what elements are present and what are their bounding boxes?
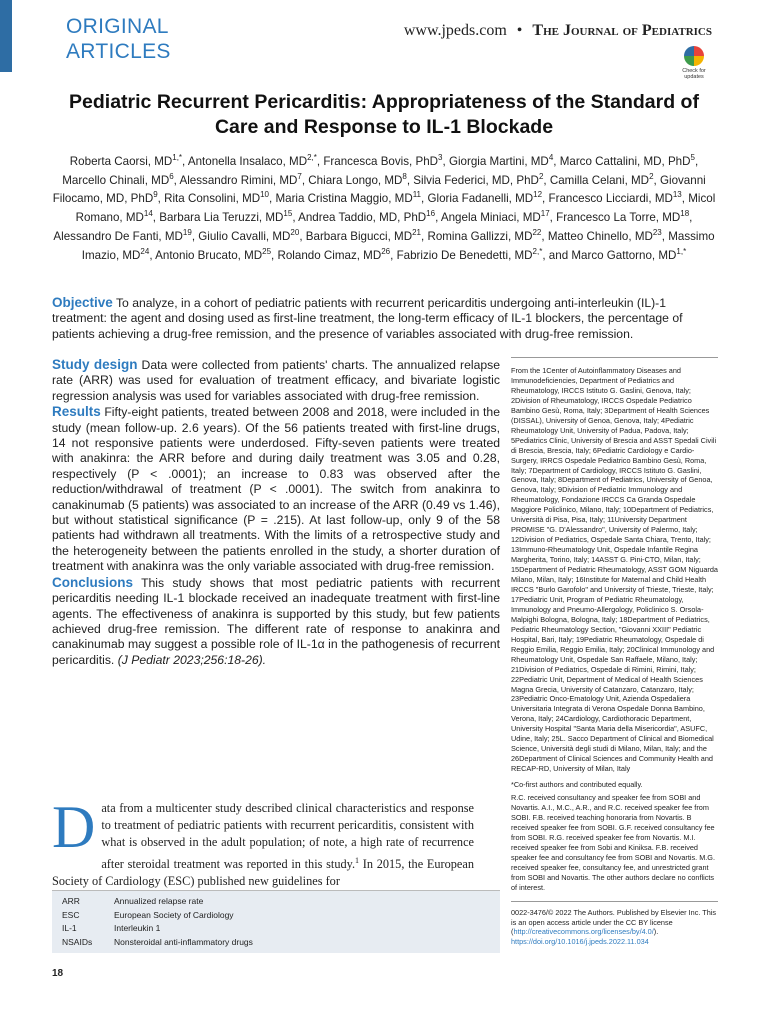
section-label-line2: ARTICLES xyxy=(66,40,171,63)
study-design-text: Data were collected from patients' charts. The annualized relapse rate (ARR) was used for evaluation of treatment efficacy, and bivariate logistic regression analysis was used for variables associated with drug-free remission. xyxy=(52,358,500,403)
author-name: Silvia Federici, MD, PhD xyxy=(413,173,539,187)
author-name: Rita Consolini, MD xyxy=(164,192,261,206)
body-text xyxy=(52,794,474,890)
author-name: Romina Gallizzi, MD xyxy=(427,229,533,243)
study-design-heading: Study design xyxy=(52,357,138,372)
objective-heading: Objective xyxy=(52,295,113,310)
abbreviation-definition: Annualized relapse rate xyxy=(114,896,204,906)
author-affiliation-ref: 17 xyxy=(540,209,550,219)
author-name: Andrea Taddio, MD, PhD xyxy=(298,211,427,225)
author-name: Barbara Lia Teruzzi, MD xyxy=(159,211,284,225)
author-list: Roberta Caorsi, $MD^{1,*}$, Antonella Insalaco, $MD^{2,*}$, Francesca Bovis, PhD$^3$, Giorgia Martini, $MD^4$, Marco Cattalini, MD, PhD$^5$, Marcello Chinali, $MD^6$, Alessandro Rimini, $MD^7$, Chiara Longo, $MD^8$, Silvia Federici, MD, PhD$^2$, Camilla Celani, $MD^2$, Giovanni Filocamo, MD, PhD$^9$, Rita Consolini, MD$^{10}$, Maria Cristina Maggio, MD$^{11}$, Gloria Fadanelli, MD$^{12}$, Francesco Licciardi, MD$^{13}$, Micol Romano, MD$^{14}$, Barbara Lia Teruzzi, MD$^{15}$, Andrea Taddio, MD, PhD$^{16}$, Angela Miniaci, MD$^{17}$, Francesco La Torre, MD$^{18}$, Alessandro De Fanti, MD$^{19}$, Giulio Cavalli, MD$^{20}$, Barbara Bigucci, MD$^{21}$, Romina Gallizzi, MD$^{22}$, Matteo Chinello, MD$^{23}$, Massimo Imazio, MD$^{24}$, Antonio Brucato, MD$^{25}$, Rolando Cimaz, MD$^{26}$, Fabrizio De Benedetti, $MD^{2,*}$, and Marco Gattorno, $MD^{1,*}$ xyxy=(52,153,716,262)
author-name: Francesco La Torre, MD xyxy=(556,211,681,225)
abstract-body xyxy=(52,357,500,668)
author-affiliation-ref: 10 xyxy=(260,190,270,200)
license-text-end: ). xyxy=(653,927,659,937)
author-name: Giulio Cavalli, MD xyxy=(198,229,291,243)
author-affiliation-ref: 7 xyxy=(297,171,302,181)
author-name: and Marco Gattorno, MD xyxy=(548,248,677,262)
author-affiliation-ref: 2,* xyxy=(532,246,543,256)
affiliations-column xyxy=(511,357,718,947)
author-affiliation-ref: 22 xyxy=(532,227,542,237)
author-affiliation-ref: 13 xyxy=(672,190,682,200)
header-separator: • xyxy=(516,22,523,39)
author-affiliation-ref: 15 xyxy=(283,209,293,219)
author-name: Micol Romano, MD xyxy=(75,192,716,225)
author-affiliation-ref: 21 xyxy=(412,227,421,237)
author-affiliation-ref: 14 xyxy=(143,209,153,219)
badge-line2: updates xyxy=(684,74,704,80)
objective-text: To analyze, in a cohort of pediatric patients with recurrent pericarditis undergoing anti-interleukin (IL)-1 treatment: the agent and dosing used as first-line treatment, the long-term efficacy of IL-1 blockers, the percentage of patients achieving a drug-free remission, and the presence of variables associated with drug-free remission. xyxy=(52,296,683,341)
doi-link[interactable]: https://doi.org/10.1016/j.jpeds.2022.11.034 xyxy=(511,937,649,947)
abbreviations-box xyxy=(52,890,500,953)
author-affiliation-ref: 11 xyxy=(412,190,422,200)
author-affiliation-ref: 20 xyxy=(290,227,300,237)
license-statement xyxy=(511,901,718,948)
author-name: Camilla Celani, MD xyxy=(549,173,650,187)
author-affiliation-ref: 16 xyxy=(426,209,436,219)
author-affiliation-ref: 9 xyxy=(153,190,158,200)
page-number: 18 xyxy=(52,968,64,979)
author-name: Roberta Caorsi, MD xyxy=(69,155,173,168)
author-name: Fabrizio De Benedetti, MD xyxy=(396,248,533,262)
abbreviation-term: ARR xyxy=(62,896,80,906)
check-for-updates-icon xyxy=(684,46,704,66)
abbreviation-row xyxy=(52,909,500,923)
author-name: Marco Cattalini, MD, PhD xyxy=(559,155,691,168)
author-affiliation-ref: 5 xyxy=(690,153,695,163)
check-for-updates-label xyxy=(676,68,712,80)
body-paragraph: ata from a multicenter study described clinical characteristics and response to treatment of pediatric patients with recurrent pericarditis, consistent with what is observed in the adult population; of note, a high rate of recurrence after steroidal treatment was reported in this study. xyxy=(101,801,474,871)
author-affiliation-ref: 12 xyxy=(533,190,543,200)
journal-title: The Journal of Pediatrics xyxy=(532,22,712,39)
article-title: Pediatric Recurrent Pericarditis: Appropriateness of the Standard of Care and Response to IL-1 Blockade xyxy=(69,91,699,138)
author-affiliation-ref: 24 xyxy=(140,246,150,256)
abbreviation-definition: Nonsteroidal anti-inflammatory drugs xyxy=(114,936,253,947)
abbreviation-term: ESC xyxy=(62,909,80,920)
author-affiliation-ref: 2,* xyxy=(307,153,317,163)
section-color-bar xyxy=(0,0,12,72)
author-name: Chiara Longo, MD xyxy=(308,173,403,187)
journal-header xyxy=(404,22,712,40)
author-name: Maria Cristina Maggio, MD xyxy=(275,192,413,206)
author-affiliation-ref: 3 xyxy=(438,153,443,163)
citation: (J Pediatr 2023;256:18-26). xyxy=(114,652,267,667)
badge-line1: Check for xyxy=(682,68,706,74)
author-name: Alessandro De Fanti, MD xyxy=(53,229,183,243)
author-name: Matteo Chinello, MD xyxy=(547,229,653,243)
section-label-line1: ORIGINAL xyxy=(66,15,169,38)
abbreviation-row xyxy=(52,922,500,936)
abbreviation-row xyxy=(52,936,500,950)
license-text: 0022-3476/© 2022 The Authors. Published by Elsevier Inc. This is an open access article under the CC BY license ( xyxy=(511,907,717,937)
author-name: Antonella Insalaco, MD xyxy=(187,155,308,168)
abbreviation-definition: European Society of Cardiology xyxy=(114,909,234,920)
affiliations: From the 1Center of Autoinflammatory Diseases and Immunodeficiencies, Department of Pediatrics and Rheumatology, IRCCS Istituto G. Gaslini, Genova, Italy; 2Division of Rheumatology, IRCCS Ospedale Pediatrico Bambino Gesù, Roma, Italy; 3Department of Health Sciences (DISSAL), University of Genoa, Genova, Italy; 4Pediatric Rheumatology Unit, University of Padua, Padova, Italy; 5Pediatrics Clinic, University of Brescia and ASST Spedali Civili di Brescia, Brescia, Italy; 6Pediatric Cardiology e Cardio-Surgery, IRRCS Ospedale Pediatrico Bambino Gesù, Roma, Italy; 7Department of Cardiology, IRCCS Istituto G. Gaslini, Genova, Italy; 8Department of Pediatrics, University of Genoa, Genova, Italy; 9Division of Pediatric Immunology and Rheumatology, Fondazione IRCCS Ca Granda Ospedale Maggiore Policlinico, Milano, Italy; 10Department of Pediatrics, Università di Pisa, Pisa, Italy; 11University Department PROMISE "G. D'Alessandro", University of Palermo, Italy; 12Division of Pediatrics, Ospedale Santa Chiara, Trento, Italy; 13Immuno-Rheumatology Unit, Ospedale Infantile Regina Margherita, Torino, Italy; 14ASST G. Pini-CTO, Milan, Italy; 15Department of Pediatric Rheumatology, ASST GOM Niguarda Milano, Milan, Italy; 16Institute for Maternal and Child Health IRCCS "Burlo Garofolo" and University of Trieste, Trieste, Italy; 17Pediatric Unit, Program of Pediatric Rheumatology, Immunology and Pneumo-Allergology, Policlinico S. Orsola-Malpighi Bologna, Bologna, Italy; 18Department of Pediatrics, Pediatric Rheumatology Section, "Giovanni XXIII" Pediatric Hospital, Bari, Italy; 19Pediatric Rheumatology, Ospedale di Reggio Emilia, Reggio Emilia, Italy; 20Clinical Immunology and Rheumatology Unit, Ospedale San Raffaele, Milano, Italy; 21Division of Pediatrics, Ospedale di Rimini, Rimini, Italy; 22Pediatric Unit, Department of Medical of Health Sciences Magna Grecia, University of Catanzaro, Catanzaro, Italy; 23Pediatric Onco-Ematology Unit, Azienda Ospedaliera Universitaria Integrata di Verona Ospedale Donna Bambino, Verona, Italy; 24Cardiology, Cardiothoracic Department, University Hospital "Santa Maria della Misericordia", ASUFC, Udine, Italy; 25L. Sacco Department of Clinical and Biomedical Science, Università degli studi di Milano, Milan, Italy; and the 26Department of Clinical Sciences and Community Health and RECAP-RD, University of Milan, Italy xyxy=(511,366,718,774)
author-affiliation-ref: 6 xyxy=(169,171,174,181)
author-name: Giorgia Martini, MD xyxy=(448,155,549,168)
abstract-objective xyxy=(52,295,718,342)
cc-license-link[interactable]: http://creativecommons.org/licenses/by/4.0/ xyxy=(513,927,654,937)
author-affiliation-ref: 26 xyxy=(381,246,391,256)
author-affiliation-ref: 23 xyxy=(652,227,662,237)
author-name: Antonio Brucato, MD xyxy=(155,248,263,262)
author-name: Gloria Fadanelli, MD xyxy=(427,192,534,206)
author-affiliation-ref: 2 xyxy=(538,171,544,181)
author-affiliation-ref: 1,* xyxy=(676,246,687,256)
author-name: Francesco Licciardi, MD xyxy=(548,192,673,206)
conclusions-text: This study shows that most pediatric patients with recurrent pericarditis needing IL-1 blockade received an inadequate treatment with first-line agents. The effectiveness of anakinra is supported by this study, but few patients achieved drug-free remission. The different rate of response to anakinra and canakinumab may suggest a possible role of IL-1α in the pathogenesis of recurrent pericarditis. xyxy=(52,575,500,667)
author-name: Giovanni Filocamo, MD, PhD xyxy=(52,173,706,206)
drop-cap: D xyxy=(52,794,96,860)
author-name: Angela Miniaci, MD xyxy=(440,211,541,225)
abbreviation-definition: Interleukin 1 xyxy=(114,923,161,934)
body-paragraph-cont: In 2015, the European Society of Cardiology (ESC) published new guidelines for xyxy=(52,856,474,888)
abbreviation-term: IL-1 xyxy=(62,923,77,934)
cofirst-note: *Co-first authors and contributed equally. xyxy=(511,780,643,790)
journal-url[interactable]: www.jpeds.com xyxy=(403,22,507,39)
author-name: Francesca Bovis, PhD xyxy=(323,155,439,168)
author-affiliation-ref: 1,* xyxy=(172,153,183,163)
author-affiliation-ref: 4 xyxy=(548,153,554,163)
abbreviation-row xyxy=(52,895,500,909)
conclusions-paragraph xyxy=(52,575,500,668)
author-name: Massimo Imazio, MD xyxy=(81,229,715,262)
author-affiliation-ref: 19 xyxy=(182,227,192,237)
author-name: Rolando Cimaz, MD xyxy=(277,248,382,262)
author-affiliation-ref: 8 xyxy=(402,171,407,181)
author-affiliation-ref: 2 xyxy=(649,171,654,181)
disclosure: R.C. received consultancy and speaker fee from SOBI and Novartis. A.I., M.C., A.R., and R.C. received speaker fee from SOBI. F.B. received teaching honoraria from Novartis. B received speaker fee from SOBI. G.F. received consultancy fee from SOBI. R.G. received speaker fee from Novartis. M.I. received speaker fee from Sobi and Kiniksa. F.B. received speaker fee and consultancy fee from SOBI and Novartis. M.G. received speaker fee, consultancy fee, and unrestricted grant from SOBI and Novartis. The other authors declare no conflicts of interest. xyxy=(511,793,716,892)
author-name: Barbara Bigucci, MD xyxy=(305,229,413,243)
results-heading: Results xyxy=(52,404,101,420)
reference-1[interactable]: 1 xyxy=(355,855,360,865)
check-for-updates-badge[interactable] xyxy=(676,46,712,86)
results-text: Fifty-eight patients, treated between 2008 and 2018, were included in the study (mean follow-up. 2.6 years). Of the 56 patients treated with first-line drugs, 14 not responsive patients were underdosed. Fifty-seven patients were treated with anakinra: the ARR before and during daily treatment was 3.05 and 0.28, respectively (P < .0001); an increase to 0.83 was observed after the reduction/withdrawal of treatment (P < .0001). The switch from anakinra to canakinumab (5 patients) was associated to an increase of the ARR (0.49 vs 1.46), but without statistical significance (P = .215). At last follow-up, only 9 of the 58 patients had withdrawn all treatments. With the limits of a retrospective study and the heterogeneity between the patients enrolled in the study, a shorter duration of treatment with anakinra was the only variable associated with drug-free remission. xyxy=(52,405,500,574)
author-name: Marcello Chinali, MD xyxy=(62,173,170,187)
study-design-paragraph xyxy=(52,357,500,404)
results-paragraph xyxy=(52,404,500,574)
abbreviation-term: NSAIDs xyxy=(62,936,93,947)
author-affiliation-ref: 18 xyxy=(680,209,690,219)
author-name: Alessandro Rimini, MD xyxy=(179,173,298,187)
conclusions-heading: Conclusions xyxy=(52,574,134,590)
author-affiliation-ref: 25 xyxy=(262,246,272,256)
section-label xyxy=(66,14,171,64)
